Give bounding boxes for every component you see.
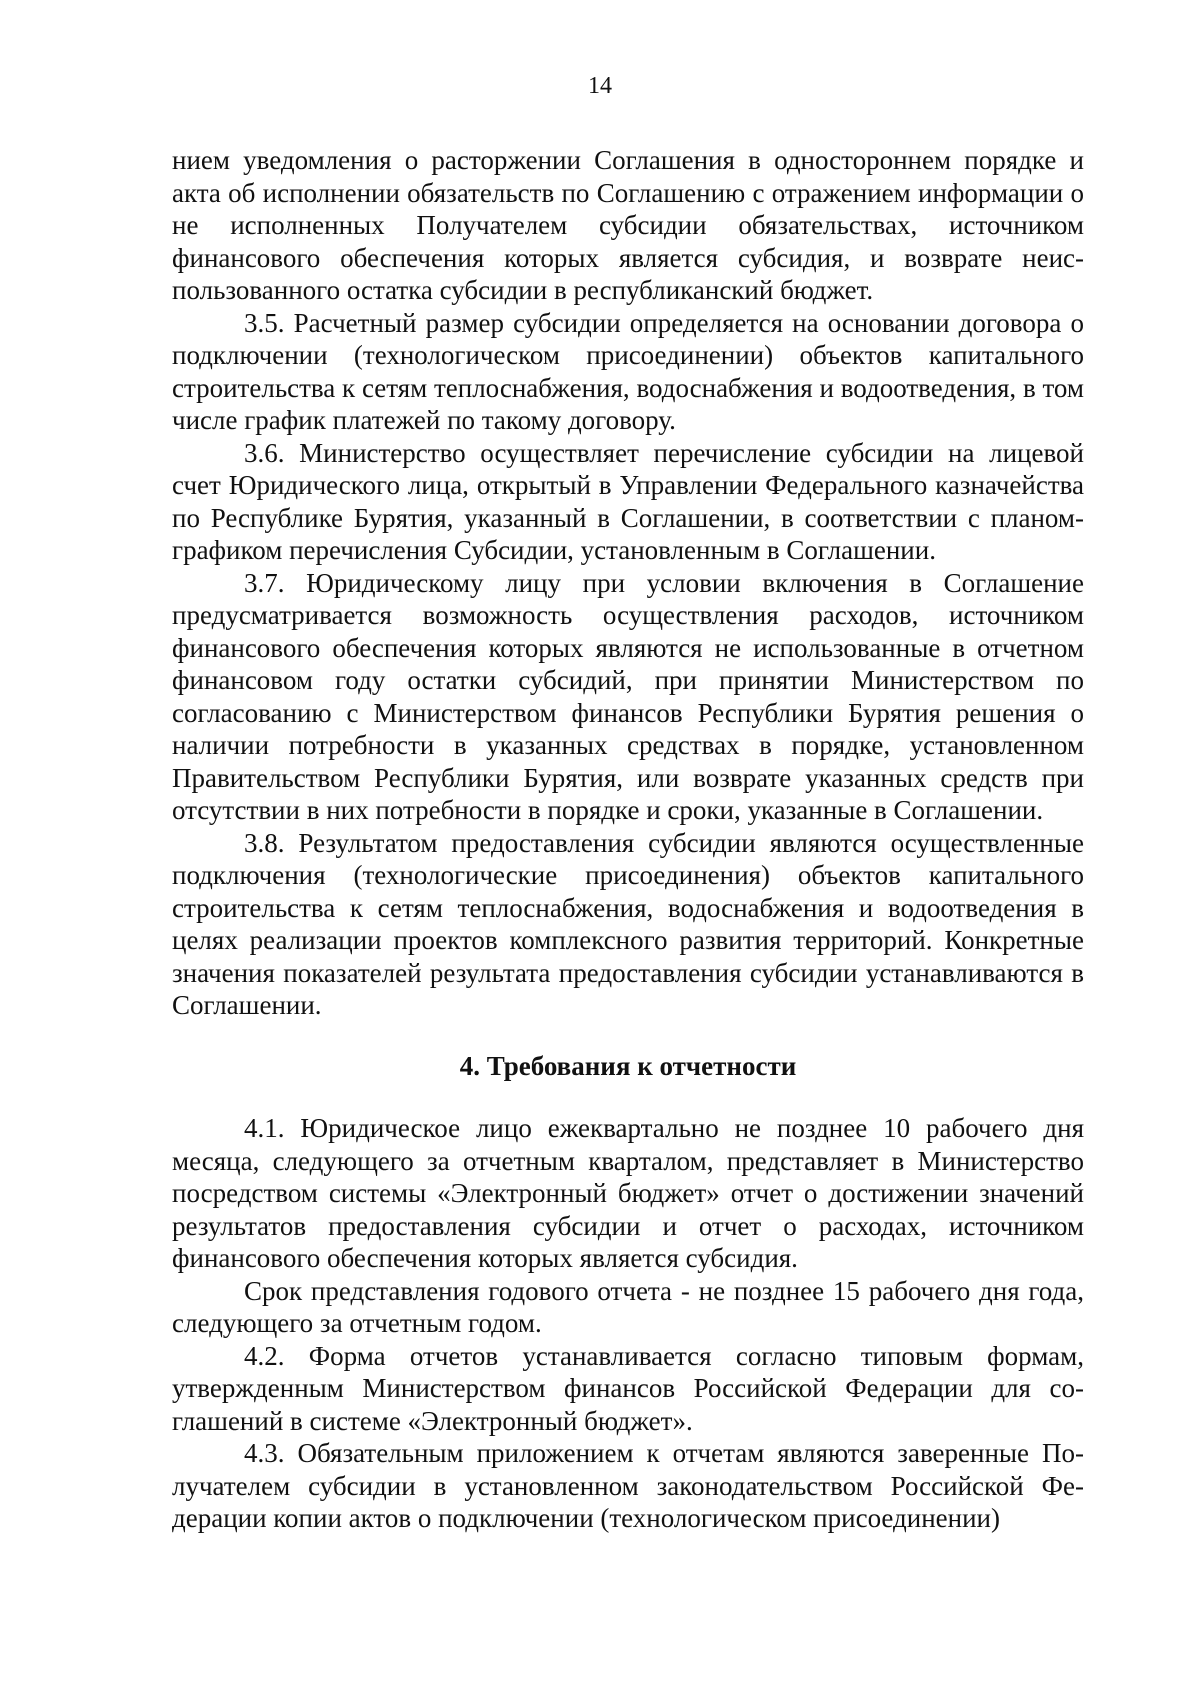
paragraph-annual-report-deadline: Срок представления годового отчета - не позднее 15 рабочего дня года, следующего за отчетным годом. (172, 1275, 1084, 1338)
paragraph-3-8: 3.8. Результатом предоставления субсидии являются осуществленные подключения (технологические присоединения) объектов капитального строительства к сетям теплоснабжения, водоснабжения и водоотведения в целях реализации проектов комплексного развития территорий. Конкретные значения показателей результата предоставления субсидии устанавливаются в Соглашении. (172, 827, 1084, 1020)
paragraph-continuation: нием уведомления о расторжении Соглашения в одностороннем порядке и акта об исполнении обязательств по Соглашению с отражением информации о не исполненных Получателем субсидии обязательствах, источником финансового обеспечения которых является субсидия, и возврате неиспользованного остатка субсидии в республиканский бюджет. (172, 145, 1084, 305)
section-heading-4: 4. Требования к отчетности (459, 1050, 797, 1081)
page-number: 14 (588, 73, 612, 99)
paragraph-3-6: 3.6. Министерство осуществляет перечисление субсидии на лицевой счет Юридического лица, открытый в Управлении Федерального казначейства по Республике Бурятия, указанный в Соглашении, в соответствии с планом-графиком перечисления Субсидии, установленным в Соглашении. (172, 437, 1084, 565)
paragraph-3-5: 3.5. Расчетный размер субсидии определяется на основании договора о подключении (технологическом присоединении) объектов капитального строительства к сетям теплоснабжения, водоснабжения и водоотведения, в том числе график платежей по такому договору. (172, 307, 1084, 435)
paragraph-4-2: 4.2. Форма отчетов устанавливается согласно типовым формам, утвержденным Министерством финансов Российской Федерации для соглашений в системе «Электронный бюджет». (172, 1340, 1084, 1436)
document-body (172, 144, 1084, 1535)
paragraph-4-3: 4.3. Обязательным приложением к отчетам являются заверенные Получателем субсидии в установленном законодательством Российской Федерации копии актов о подключении (технологическом присоединении) (172, 1438, 1084, 1533)
paragraph-4-1: 4.1. Юридическое лицо ежеквартально не позднее 10 рабочего дня месяца, следующего за отчетным кварталом, представляет в Министерство посредством системы «Электронный бюджет» отчет о достижении значений результатов предоставления субсидии и отчет о расходах, источником финансового обеспечения которых является субсидия. (172, 1113, 1084, 1273)
paragraph-3-7: 3.7. Юридическому лицу при условии включения в Соглашение предусматривается возможность осуществления расходов, источником финансового обеспечения которых являются не использованные в отчетном финансовом году остатки субсидий, при принятии Министерством по согласованию с Министерством финансов Республики Бурятия решения о наличии потребности в указанных средствах в порядке, установленном Правительством Республики Бурятия, или возврате указанных средств при отсутствии в них потребности в порядке и сроки, указанные в Соглашении. (172, 567, 1084, 825)
